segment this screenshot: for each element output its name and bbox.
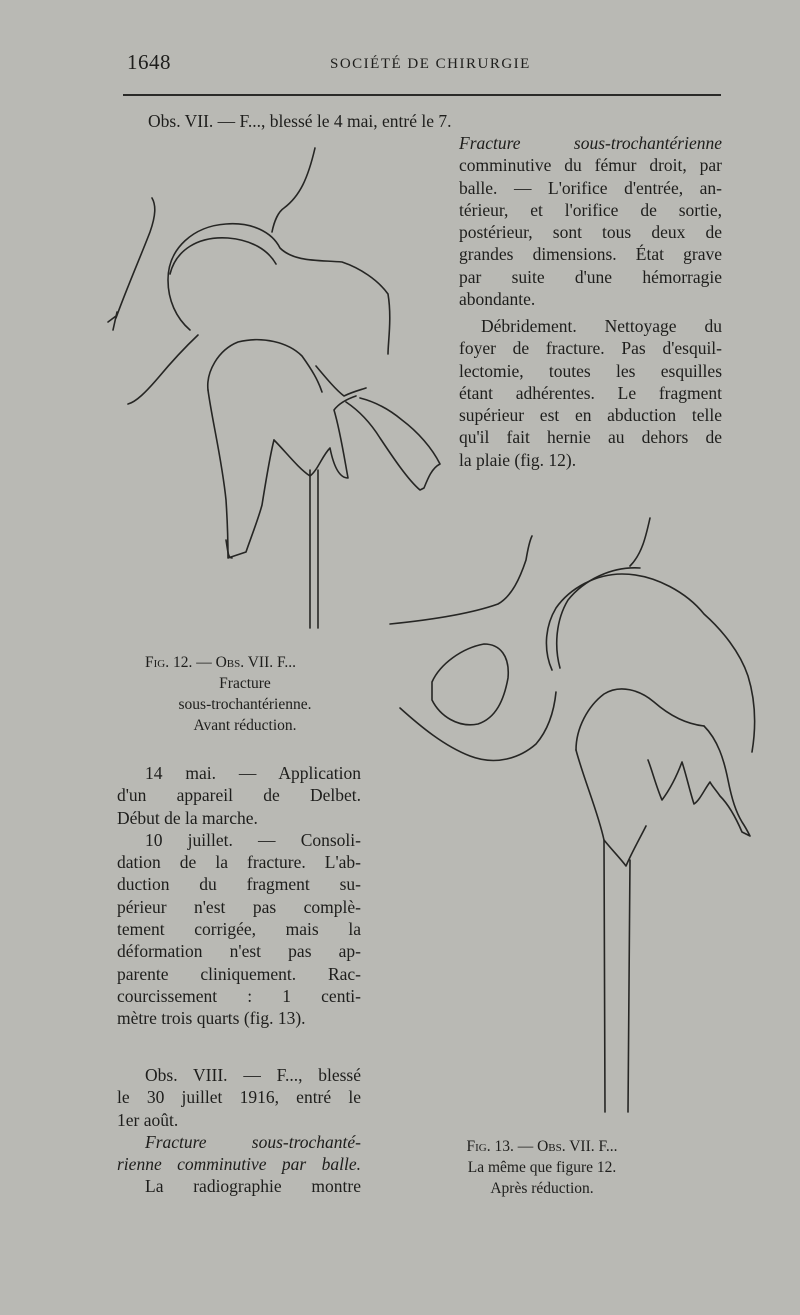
fig13-pelvic-curve bbox=[400, 692, 556, 760]
intro-line: grandes dimensions. État grave bbox=[459, 244, 722, 265]
obs8-line: Fracture sous-trochanté- bbox=[145, 1131, 361, 1152]
caption-line: Avant réduction. bbox=[193, 717, 297, 734]
fig13-proximal-shaft bbox=[576, 750, 646, 866]
fig13-obturator-foramen bbox=[432, 644, 508, 725]
followup-line: dation de la fracture. L'ab- bbox=[117, 852, 361, 873]
page-number: 1648 bbox=[127, 50, 171, 74]
fig13-neck-outline bbox=[576, 689, 704, 750]
obs8-line: rienne comminutive par balle. bbox=[117, 1154, 361, 1175]
followup-line: parente cliniquement. Rac- bbox=[117, 963, 361, 984]
fig13-shaft-right bbox=[628, 860, 630, 1112]
obs8-line: 1er août. bbox=[117, 1109, 179, 1130]
obs8-line: le 30 juillet 1916, entré le bbox=[117, 1087, 361, 1108]
treatment-line: étant adhérentes. Le fragment bbox=[459, 382, 722, 403]
followup-line: courcissement : 1 centi- bbox=[117, 985, 361, 1006]
followup-line: duction du fragment su- bbox=[117, 874, 361, 895]
followup-line: 10 juillet. — Consoli- bbox=[145, 829, 361, 850]
intro-line: comminutive du fémur droit, par bbox=[459, 155, 722, 176]
treatment-line: foyer de fracture. Pas d'esquil- bbox=[459, 338, 722, 359]
followup-line: tement corrigée, mais la bbox=[117, 919, 361, 940]
caption-line: Après réduction. bbox=[490, 1180, 594, 1197]
intro-line: térieur, et l'orifice de sortie, bbox=[459, 199, 722, 220]
followup-line: d'un appareil de Delbet. bbox=[117, 785, 361, 806]
intro-line: Fracture sous-trochantérienne bbox=[459, 133, 722, 153]
caption-line: sous-trochantérienne. bbox=[178, 696, 312, 713]
caption-line: Fracture bbox=[219, 675, 271, 692]
intro-line: balle. — L'orifice d'entrée, an- bbox=[459, 177, 722, 198]
caption-line: La même que figure 12. bbox=[467, 1159, 617, 1176]
fig13-head-joint-arc bbox=[557, 568, 640, 668]
followup-line: 14 mai. — Application bbox=[145, 763, 361, 783]
obs8-line: La radiographie montre bbox=[145, 1176, 361, 1197]
fig13-top-line bbox=[630, 518, 650, 566]
caption-line: Fig. 12. — Obs. VII. F... bbox=[145, 654, 296, 671]
obs7-heading: Obs. VII. — F..., blessé le 4 mai, entré le 7. bbox=[148, 111, 452, 131]
treatment-line: lectomie, toutes les esquilles bbox=[459, 360, 722, 381]
treatment-line: Débridement. Nettoyage du bbox=[481, 316, 722, 336]
intro-line: par suite d'une hémorragie bbox=[459, 266, 722, 287]
followup-line: déformation n'est pas ap- bbox=[117, 941, 361, 962]
caption-line: Fig. 13. — Obs. VII. F... bbox=[466, 1138, 618, 1155]
followup-line: Début de la marche. bbox=[117, 807, 258, 828]
running-title: SOCIÉTÉ DE CHIRURGIE bbox=[330, 56, 531, 72]
obs8-line: Obs. VIII. — F..., blessé bbox=[145, 1065, 361, 1085]
treatment-line: qu'il fait hernie au dehors de bbox=[459, 427, 722, 448]
fig13-acetabulum-line bbox=[390, 536, 532, 624]
treatment-line: supérieur est en abduction telle bbox=[459, 405, 722, 426]
fig13-fragments bbox=[648, 726, 750, 836]
intro-line: postérieur, sont tous deux de bbox=[459, 222, 722, 243]
followup-line: périeur n'est pas complè- bbox=[117, 896, 361, 917]
intro-line: abondante. bbox=[459, 289, 536, 310]
treatment-line: la plaie (fig. 12). bbox=[459, 449, 577, 470]
fig13-femoral-head bbox=[546, 574, 754, 752]
followup-line: mètre trois quarts (fig. 13). bbox=[117, 1008, 306, 1029]
fig13-shaft-left bbox=[604, 840, 605, 1112]
